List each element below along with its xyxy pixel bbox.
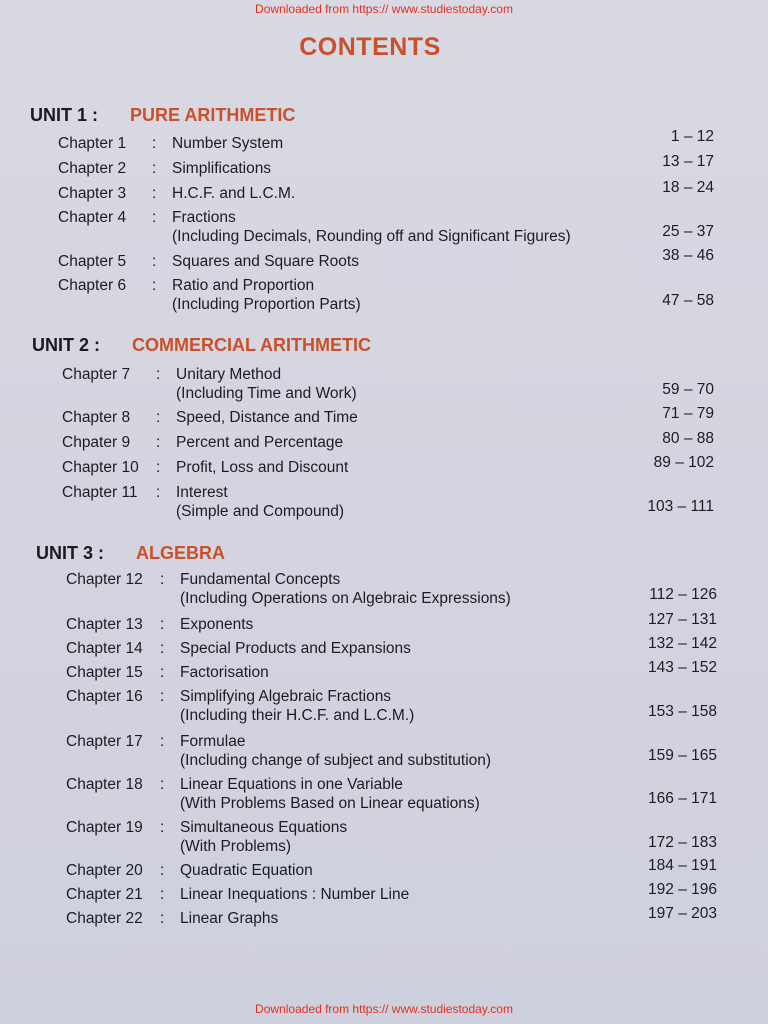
chapter-number: Chapter 1 (58, 135, 127, 152)
chapter-title-text: Quadratic Equation (180, 862, 313, 879)
chapter-title (172, 134, 283, 153)
chapter-title (176, 408, 358, 427)
chapter-subtitle: (Including change of subject and substitution) (180, 752, 492, 769)
page-range: 127 – 131 (648, 611, 717, 628)
chapter-subtitle: (Including Time and Work) (176, 385, 357, 402)
toc-entry (66, 732, 717, 772)
page-range: 153 – 158 (648, 703, 717, 720)
chapter-title (180, 775, 480, 813)
chapter-separator: : (160, 616, 165, 633)
chapter-number: Chapter 10 (62, 459, 139, 476)
toc-entry (66, 905, 717, 949)
chapter-title-text: Special Products and Expansions (180, 640, 411, 657)
chapter-number: Chapter 2 (58, 160, 127, 177)
chapter-number: Chapter 18 (66, 776, 143, 793)
chapter-separator: : (160, 640, 165, 657)
unit-heading (32, 335, 371, 356)
page-range: 112 – 126 (649, 586, 717, 603)
chapter-title-text: Fundamental Concepts (180, 571, 341, 588)
toc-entry (66, 818, 717, 858)
chapter-title-text: Exponents (180, 616, 254, 633)
chapter-number: Chapter 21 (66, 886, 143, 903)
chapter-title (180, 687, 414, 725)
chapter-number: Chapter 17 (66, 733, 143, 750)
unit-heading (36, 543, 225, 564)
chapter-title-text: Number System (172, 135, 284, 152)
chapter-separator: : (152, 277, 157, 294)
chapter-title-text: Linear Graphs (180, 910, 279, 927)
chapter-title (172, 208, 571, 246)
page-range: 18 – 24 (662, 179, 714, 196)
chapter-number: Chapter 19 (66, 819, 143, 836)
page-range: 166 – 171 (648, 790, 717, 807)
page-range: 184 – 191 (648, 857, 717, 874)
chapter-title-text: Linear Equations in one Variable (180, 776, 403, 793)
unit-heading (30, 105, 295, 126)
chapter-title (180, 732, 491, 770)
chapter-separator: : (156, 366, 161, 383)
page-range: 132 – 142 (648, 635, 717, 652)
chapter-number: Chapter 13 (66, 616, 143, 633)
chapter-title-text: Simplifying Algebraic Fractions (180, 688, 392, 705)
chapter-title (180, 909, 278, 928)
chapter-title-text: Speed, Distance and Time (176, 409, 358, 426)
chapter-number: Chapter 20 (66, 862, 143, 879)
toc-entry (58, 276, 714, 316)
chapter-title (180, 639, 411, 658)
chapter-title (172, 184, 295, 203)
chapter-number: Chapter 14 (66, 640, 143, 657)
chapter-title-text: Linear Inequations : Number Line (180, 886, 410, 903)
unit-label: UNIT 1 : (30, 105, 99, 125)
toc-entry (58, 208, 714, 248)
download-banner-top: Downloaded from https:// www.studiestoday.com (255, 2, 513, 16)
toc-entry (62, 483, 714, 523)
chapter-separator: : (152, 253, 157, 270)
toc-entry (66, 570, 717, 610)
chapter-separator: : (160, 776, 165, 793)
unit-name: COMMERCIAL ARITHMETIC (132, 335, 371, 355)
page-range: 192 – 196 (648, 881, 717, 898)
page-range: 1 – 12 (670, 128, 714, 145)
page-range: 197 – 203 (648, 905, 717, 922)
page-range: 38 – 46 (662, 247, 714, 264)
chapter-title (172, 276, 361, 314)
download-banner-bottom: Downloaded from https:// www.studiestoday.com (255, 1002, 513, 1016)
chapter-separator: : (160, 910, 165, 927)
chapter-separator: : (152, 135, 157, 152)
unit-label: UNIT 2 : (32, 335, 101, 355)
chapter-separator: : (152, 209, 157, 226)
chapter-separator: : (156, 459, 161, 476)
chapter-title-text: H.C.F. and L.C.M. (172, 185, 296, 202)
chapter-separator: : (160, 688, 165, 705)
chapter-title-text: Unitary Method (176, 366, 282, 383)
chapter-subtitle: (Including Proportion Parts) (172, 296, 361, 313)
chapter-separator: : (152, 160, 157, 177)
chapter-title (176, 433, 343, 452)
chapter-separator: : (160, 819, 165, 836)
chapter-subtitle: (Including Decimals, Rounding off and Significant Figures) (172, 228, 571, 245)
toc-entry (66, 775, 717, 815)
chapter-separator: : (152, 185, 157, 202)
chapter-number: Chapter 7 (62, 366, 131, 383)
chapter-title-text: Simultaneous Equations (180, 819, 348, 836)
page-range: 59 – 70 (662, 381, 714, 398)
chapter-separator: : (160, 862, 165, 879)
chapter-number: Chapter 22 (66, 910, 143, 927)
chapter-number: Chapter 4 (58, 209, 127, 226)
chapter-separator: : (156, 409, 161, 426)
chapter-title-text: Percent and Percentage (176, 434, 344, 451)
chapter-separator: : (160, 886, 165, 903)
chapter-number: Chapter 12 (66, 571, 143, 588)
chapter-separator: : (156, 434, 161, 451)
chapter-number: Chapter 3 (58, 185, 127, 202)
chapter-title-text: Factorisation (180, 664, 269, 681)
chapter-title (180, 570, 511, 608)
page-range: 13 – 17 (662, 153, 714, 170)
unit-name: PURE ARITHMETIC (130, 105, 296, 125)
page-range: 25 – 37 (662, 223, 714, 240)
chapter-title-text: Profit, Loss and Discount (176, 459, 349, 476)
chapter-title-text: Fractions (172, 209, 236, 226)
chapter-number: Chapter 8 (62, 409, 131, 426)
chapter-title (176, 483, 344, 521)
chapter-number: Chapter 5 (58, 253, 127, 270)
chapter-title-text: Squares and Square Roots (172, 253, 359, 270)
chapter-title (180, 861, 313, 880)
unit-label: UNIT 3 : (36, 543, 105, 563)
chapter-title (180, 663, 269, 682)
chapter-separator: : (160, 733, 165, 750)
chapter-separator: : (160, 571, 165, 588)
chapter-title (180, 615, 253, 634)
chapter-title (180, 818, 347, 856)
chapter-subtitle: (Simple and Compound) (176, 503, 345, 520)
unit-name: ALGEBRA (136, 543, 225, 563)
chapter-title-text: Ratio and Proportion (172, 277, 315, 294)
chapter-title (176, 365, 357, 403)
chapter-number: Chapter 11 (62, 484, 138, 501)
chapter-number: Chpater 9 (62, 434, 131, 451)
chapter-title (180, 885, 409, 904)
chapter-subtitle: (Including Operations on Algebraic Expressions) (180, 590, 511, 607)
chapter-number: Chapter 15 (66, 664, 143, 681)
page-range: 71 – 79 (662, 405, 714, 422)
page-range: 159 – 165 (648, 747, 717, 764)
chapter-subtitle: (Including their H.C.F. and L.C.M.) (180, 707, 415, 724)
chapter-title (172, 252, 359, 271)
page-range: 103 – 111 (647, 498, 714, 515)
chapter-subtitle: (With Problems Based on Linear equations) (180, 795, 480, 812)
chapter-title-text: Formulae (180, 733, 246, 750)
page-range: 172 – 183 (648, 834, 717, 851)
toc-entry (66, 687, 717, 727)
page-range: 47 – 58 (662, 292, 714, 309)
chapter-number: Chapter 6 (58, 277, 127, 294)
chapter-title (176, 458, 348, 477)
chapter-title (172, 159, 271, 178)
page-title: CONTENTS (299, 33, 441, 61)
chapter-separator: : (160, 664, 165, 681)
chapter-separator: : (156, 484, 161, 501)
chapter-number: Chapter 16 (66, 688, 143, 705)
chapter-title-text: Interest (176, 484, 228, 501)
page-range: 89 – 102 (653, 454, 714, 471)
chapter-title-text: Simplifications (172, 160, 272, 177)
toc-entry (62, 365, 714, 405)
chapter-subtitle: (With Problems) (180, 838, 292, 855)
page-range: 143 – 152 (648, 659, 717, 676)
page-range: 80 – 88 (662, 430, 714, 447)
